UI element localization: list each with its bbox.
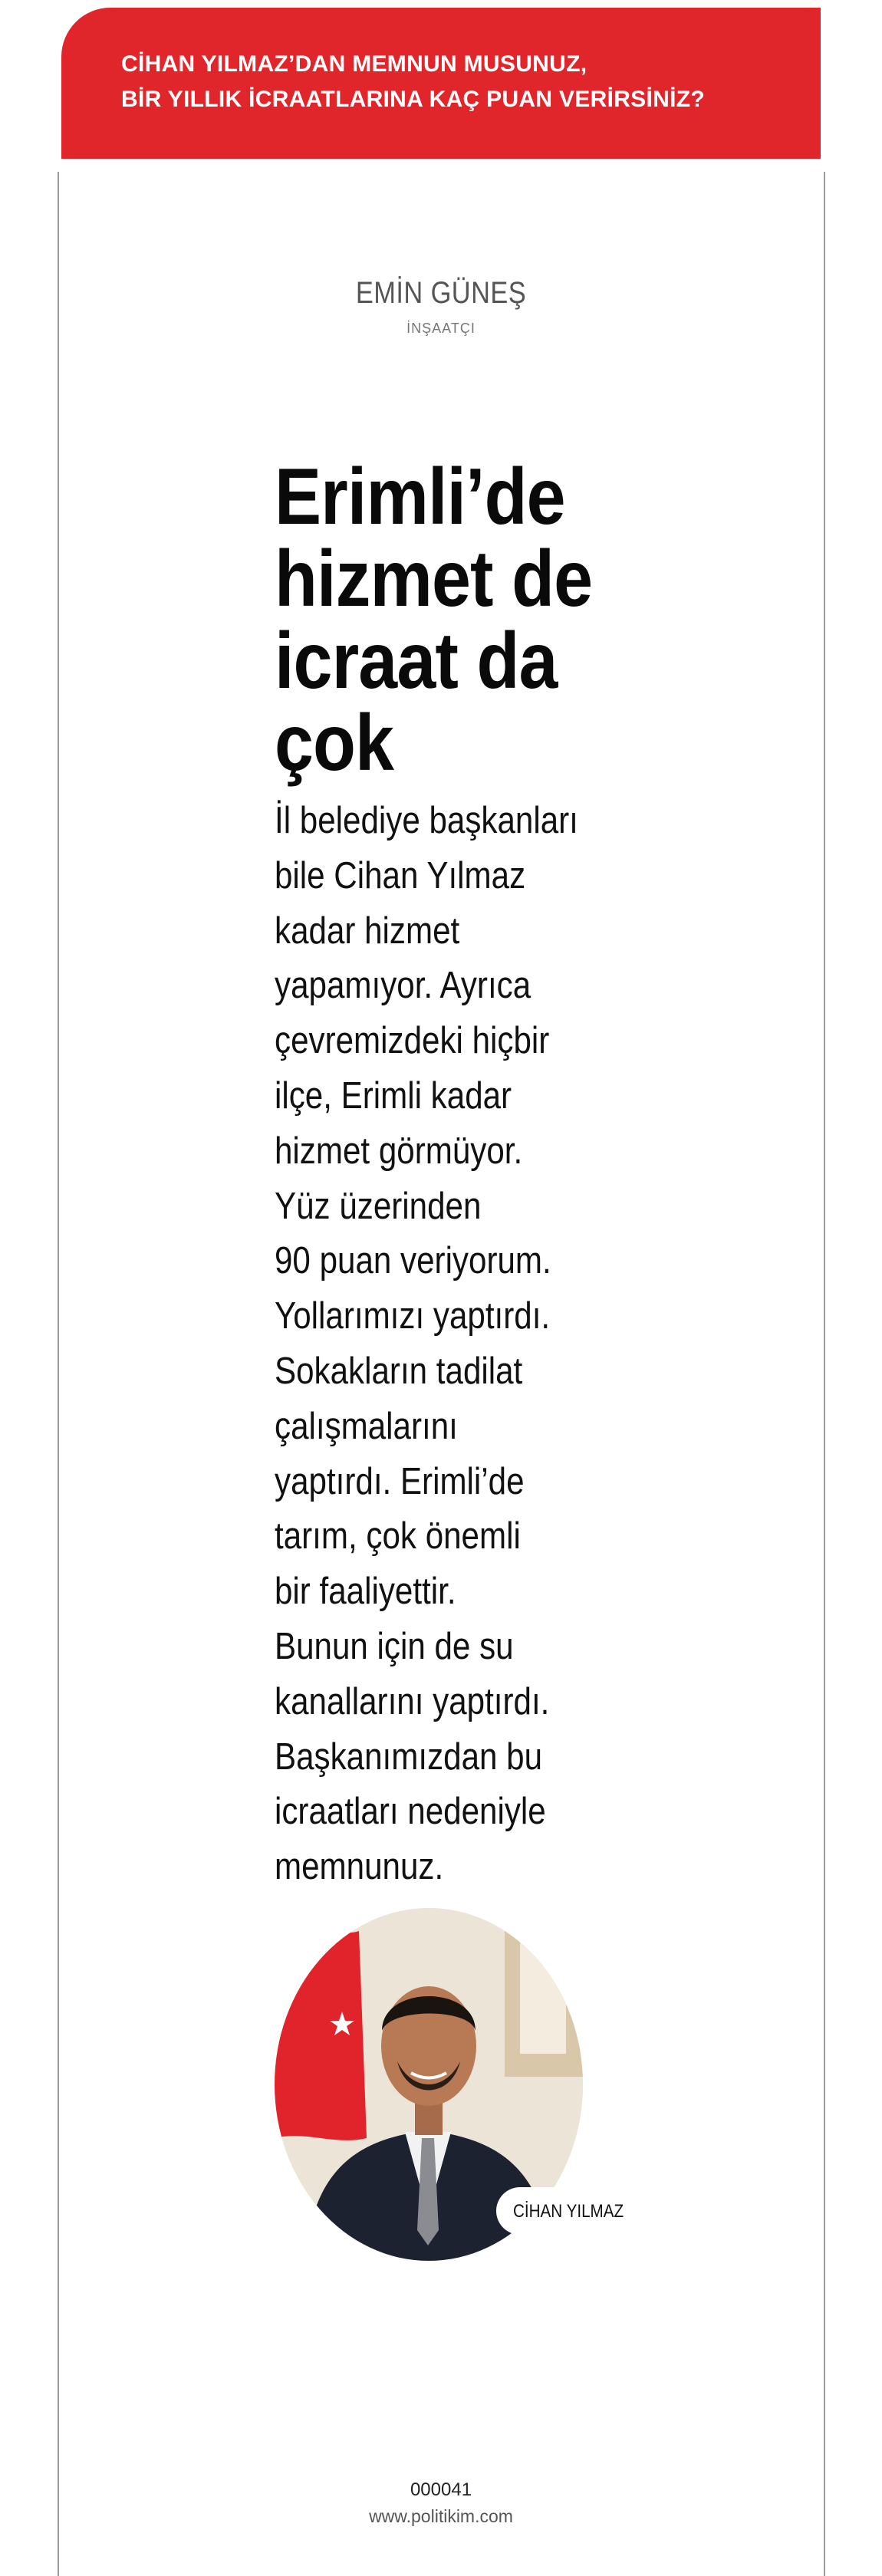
body-line: tarım, çok önemli xyxy=(275,1515,521,1558)
body-line: Yollarımızı yaptırdı. xyxy=(275,1295,551,1337)
author-role: İNŞAATÇI xyxy=(406,321,476,336)
headline-line: icraat da xyxy=(275,617,558,706)
body-text xyxy=(275,794,578,1895)
frame-left-rule xyxy=(58,172,59,2576)
body-line: memnunuz. xyxy=(275,1846,444,1888)
body-line: çevremizdeki hiçbir xyxy=(275,1020,550,1062)
headline-line: çok xyxy=(275,699,394,788)
headline-line: hizmet de xyxy=(275,535,593,623)
page-code: 000041 xyxy=(410,2479,472,2500)
body-line: Sokakların tadilat xyxy=(275,1350,523,1392)
body-line: Bunun için de su xyxy=(275,1625,514,1667)
body-line: Yüz üzerinden xyxy=(275,1185,482,1227)
author-name: EMİN GÜNEŞ xyxy=(355,276,527,310)
body-line: yaptırdı. Erimli’de xyxy=(275,1460,525,1502)
banner-line-1: CİHAN YILMAZ’DAN MEMNUN MUSUNUZ, xyxy=(121,51,587,77)
banner-line-2: BİR YILLIK İCRAATLARINA KAÇ PUAN VERİRSİNİZ? xyxy=(121,87,705,112)
body-line: ilçe, Erimli kadar xyxy=(275,1074,512,1117)
body-line: bile Cihan Yılmaz xyxy=(275,854,526,897)
frame-right-rule xyxy=(824,172,825,2576)
body-line: bir faaliyettir. xyxy=(275,1571,456,1613)
body-line: kanallarını yaptırdı. xyxy=(275,1680,550,1722)
headline-line: Erimli’de xyxy=(275,452,565,541)
photo-caption-pill xyxy=(496,2187,642,2235)
body-line: kadar hizmet xyxy=(275,910,460,952)
body-line: 90 puan veriyorum. xyxy=(275,1240,551,1282)
body-line: İl belediye başkanları xyxy=(275,800,578,841)
website-url[interactable]: www.politikim.com xyxy=(369,2506,513,2526)
headline xyxy=(275,452,612,788)
photo-caption: CİHAN YILMAZ xyxy=(513,2201,624,2222)
body-line: yapamıyor. Ayrıca xyxy=(275,965,532,1007)
body-line: çalışmalarını xyxy=(275,1405,458,1447)
body-line: hizmet görmüyor. xyxy=(275,1130,523,1172)
body-line: Başkanımızdan bu xyxy=(275,1735,543,1778)
body-line: icraatları nedeniyle xyxy=(275,1791,546,1833)
question-banner xyxy=(61,8,821,159)
